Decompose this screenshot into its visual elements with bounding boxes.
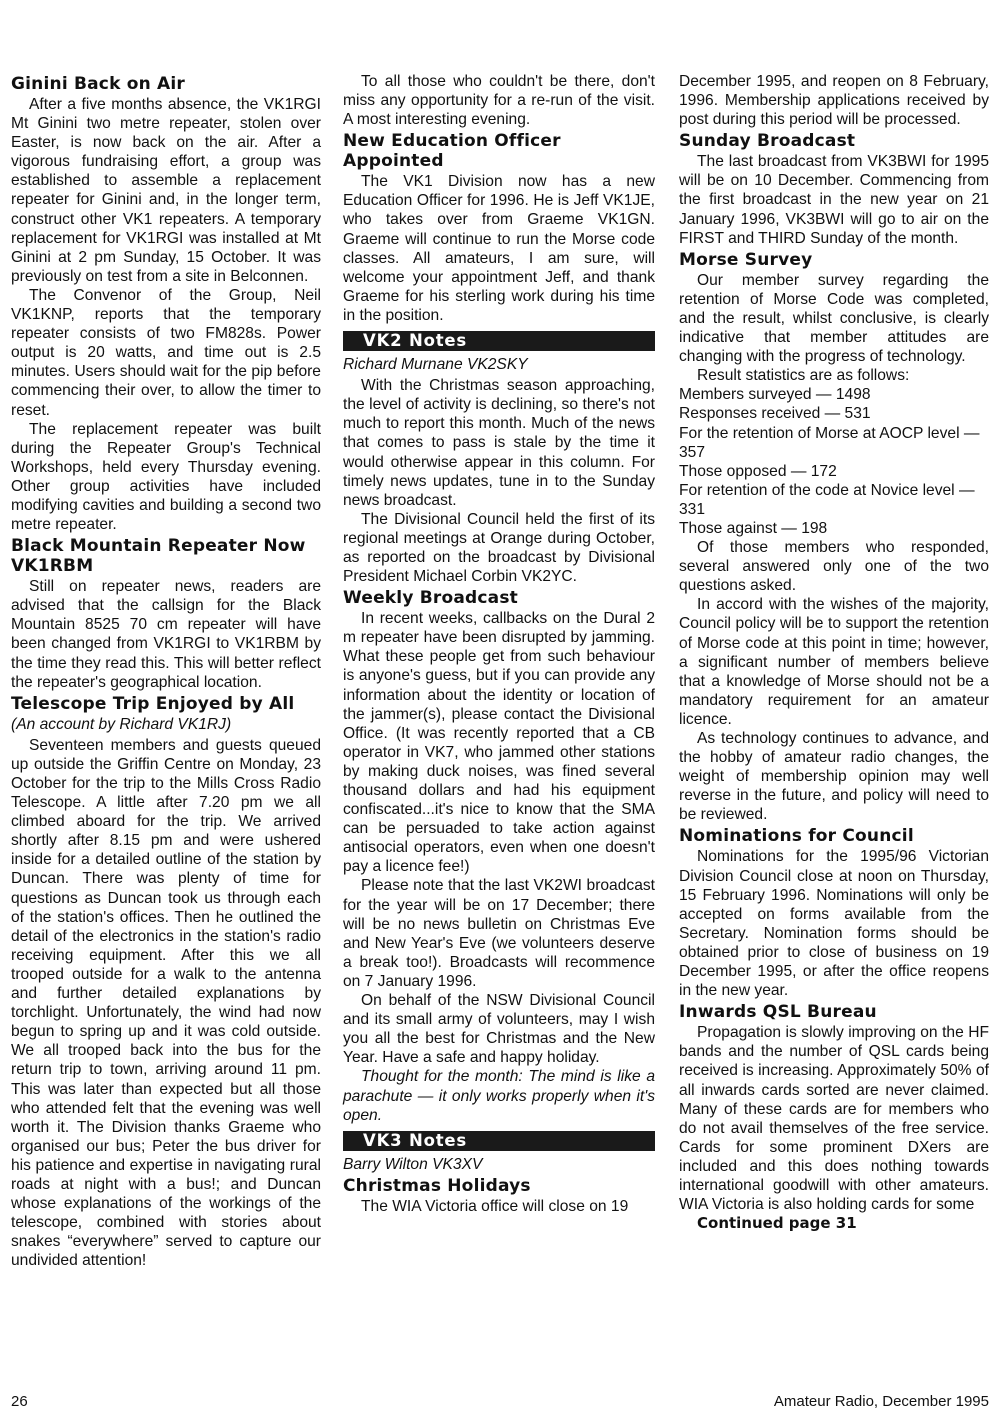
byline: Barry Wilton VK3XV [343,1155,483,1173]
paragraph: The Divisional Council held the first of its regional meetings at Orange during October, as reported on the broadcast by Divisional President Michael Corbin VK2YC. [343,510,655,586]
paragraph: December 1995, and reopen on 8 February, 1996. Membership applications received by post during this period will be processed. [679,73,989,129]
paragraph: In recent weeks, callbacks on the Dural 2 m repeater have been disrupted by jamming. What these people get from such behaviour is anyone's guess, but if you can provide any information about the identity or location of the jammer(s), please contact the Divisional Office. (It was recently reported that a CB operator in VK7, who jammed other stations by making duck noises, was fined several thousand dollars and had his equipment confiscated...it's nice to know that the SMA can be persuaded to take action against antisocial operators, even when one doesn't pay a licence fee!) [343,610,655,876]
byline: Richard Murnane VK2SKY [343,356,528,374]
stat-line: For the retention of Morse at AOCP level — 357 [679,424,980,461]
section-bar-vk3: VK3 Notes [343,1131,655,1151]
paragraph: On behalf of the NSW Divisional Council and its small army of volunteers, may I wish you all the best for Christmas and the New Year. Have a safe and happy holiday. [343,992,655,1067]
paragraph: The replacement repeater was built during the Repeater Group's Technical Workshops, held every Thursday evening. Other group activities have included modifying cavities and building a second two metre repeater. [11,420,321,534]
heading-christmas: Christmas Holidays [343,1175,531,1196]
paragraph: With the Christmas season approaching, the level of activity is declining, so there's not much to report this month. Much of the news that comes to pass is stale by the time it would otherwise appear in this column. For timely news updates, tune in to the Sunday news broadcast. [343,377,655,509]
heading-telescope: Telescope Trip Enjoyed by All [11,693,295,714]
paragraph: As technology continues to advance, and the hobby of amateur radio changes, the weight of membership opinion may well reverse in the future, and policy will need to be reviewed. [679,730,989,824]
paragraph: Please note that the last VK2WI broadcast for the year will be on 17 December; there will be no news bulletin on Christmas Eve and New Year's Eve (we volunteers deserve a break too!). Broadcasts will recommence on 7 January 1996. [343,877,655,990]
stat-line: Responses received — 531 [679,405,871,423]
publication-title: Amateur Radio, December 1995 [773,1393,989,1410]
page-number: 26 [11,1393,28,1410]
paragraph: To all those who couldn't be there, don't miss any opportunity for a re-run of the visit. A most interesting evening. [343,73,655,129]
paragraph: In accord with the wishes of the majority, Council policy will be to support the retention of Morse code at this point in time; however, a significant number of members believe that a knowledge of Morse should not be a mandatory requirement for an amateur licence. [679,596,989,728]
column-right [679,72,989,1233]
heading-weekly-broadcast: Weekly Broadcast [343,588,518,609]
stat-line: Members surveyed — 1498 [679,386,871,404]
paragraph: The WIA Victoria office will close on 19 [361,1197,629,1215]
stat-line: Those against — 198 [679,519,828,537]
paragraph: Seventeen members and guests queued up outside the Griffin Centre on Monday, 23 October for the trip to the Mills Cross Radio Telescope. A little after 7.20 pm we all climbed aboard for the trip. We arrived shortly after 8.15 pm and were ushered inside for a detailed outline of the station by Duncan. There was plenty of time for questions as Duncan took us through each of the station's offices. Then he outlined the detail of the electronics in the station's radio receiving equipment. After this we all trooped outside for a walk to the antenna and further detailed explanations by torchlight. Unfortunately, the wind had now begun to spring up and it was cold outside. We all trooped back into the bus for the return trip to town, arriving around 11 pm. This was later than expected but all those who attended felt that the evening was well worth it. The Division thanks Graeme who organised our bus; Peter the bus driver for his patience and expertise in navigating rural roads at night with a bus!; and Duncan whose explanations of the workings of the telescope, combined with stories about snakes “everywhere” served to capture our undivided attention! [11,736,321,1270]
column-middle [343,72,655,1216]
heading-black-mountain: Black Mountain Repeater Now VK1RBM [11,536,306,577]
column-left [11,72,321,1270]
heading-qsl-bureau: Inwards QSL Bureau [679,1002,877,1023]
stat-line: For retention of the code at Novice level — 331 [679,481,975,518]
byline: (An account by Richard VK1RJ) [11,715,232,733]
heading-ginini: Ginini Back on Air [11,74,185,94]
heading-nominations: Nominations for Council [679,826,914,847]
paragraph: After a five months absence, the VK1RGI Mt Ginini two metre repeater, stolen over Easter, is now back on the air. After a vigorous fundraising effort, a group was established to assemble a replacement repeater for Ginini and, in the longer term, construct other VK1 repeaters. A temporary replacement for VK1RGI was installed at Mt Ginini at 2 pm Sunday, 15 October. It was previously on test from a site in Belconnen. [11,96,321,285]
paragraph: Our member survey regarding the retention of Morse Code was completed, and the result, whilst conclusive, is clearly indicative that member attitudes are changing with the progress of technology. [679,271,989,366]
paragraph: The Convenor of the Group, Neil VK1KNP, reports that the temporary repeater consists of two FM828s. Power output is 20 watts, and time out is 2.5 minutes. Users should wait for the pip before commencing their over, to allow the timer to reset. [11,286,321,419]
paragraph: Nominations for the 1995/96 Victorian Division Council close at noon on Thursday, 15 February 1996. Nominations will only be accepted on forms available from the Secretary. Nomination forms should be obtained prior to close of business on 19 December 1995, or after the office reopens in the new year. [679,848,989,1000]
paragraph: Propagation is slowly improving on the HF bands and the number of QSL cards being received is increasing. Approximately 50% of all inwards cards sorted are never claimed. Many of these cards are for members who do not avail themselves of the free service. Cards for some prominent DXers are included and this does nothing towards international goodwill with other amateurs. WIA Victoria is also holding cards for some [679,1024,989,1214]
heading-morse-survey: Morse Survey [679,249,813,270]
paragraph-thought: Thought for the month: The mind is like a parachute — it only works properly when it's open. [343,1068,655,1124]
heading-education: New Education Officer Appointed [343,131,561,172]
stat-line: Those opposed — 172 [679,462,837,480]
paragraph: The VK1 Division now has a new Education Officer for 1996. He is Jeff VK1JE, who takes over from Graeme VK1GN. Graeme will continue to run the Morse code classes. All amateurs, I am sure, will welcome your appointment Jeff, and thank Graeme for his sterling work during his time in the position. [343,173,655,324]
paragraph: Still on repeater news, readers are advised that the callsign for the Black Mountain 8525 70 cm repeater will have been changed from VK1RGI to VK1RBM by the time they read this. This will better reflect the repeater's geographical location. [11,578,321,691]
continued-link[interactable]: Continued page 31 [697,1214,857,1233]
paragraph: The last broadcast from VK3BWI for 1995 will be on 10 December. Commencing from the first broadcast in the new year on 21 January 1996, VK3BWI will go to air on the FIRST and THIRD Sunday of the month. [679,153,989,247]
heading-sunday-broadcast: Sunday Broadcast [679,131,856,152]
section-bar-vk2: VK2 Notes [343,331,655,351]
paragraph: Of those members who responded, several answered only one of the two questions asked. [679,539,989,595]
paragraph: Result statistics are as follows: [697,367,910,385]
